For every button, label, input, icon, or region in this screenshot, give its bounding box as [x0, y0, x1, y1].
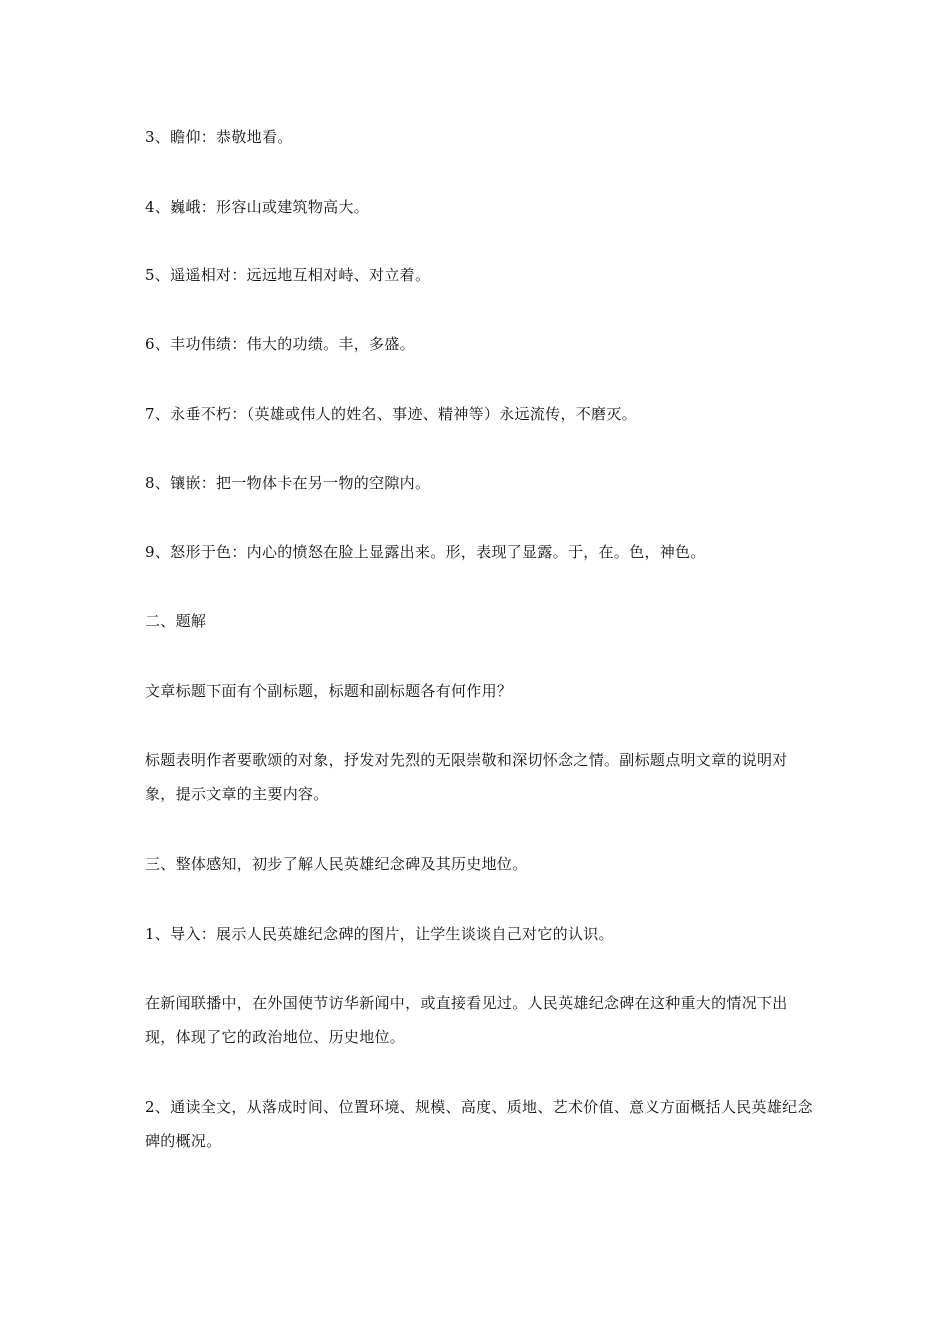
question-text: 文章标题下面有个副标题，标题和副标题各有何作用？ [145, 682, 513, 700]
vocab-item-5: 5、遥遥相对：远远地互相对峙、对立着。 [145, 266, 431, 284]
section-heading-title-analysis: 二、题解 [145, 612, 207, 630]
section-heading-overall: 三、整体感知，初步了解人民英雄纪念碑及其历史地位。 [145, 855, 528, 873]
step-2-text: 2、通读全文，从落成时间、位置环境、规模、高度、质地、艺术价值、意义方面概括人民英雄纪念碑的概况。 [145, 1098, 813, 1150]
vocab-item-3: 3、瞻仰：恭敬地看。 [145, 128, 293, 146]
step-1-explanation: 在新闻联播中，在外国使节访华新闻中，或直接看见过。人民英雄纪念碑在这种重大的情况下出现，体现了它的政治地位、历史地位。 [145, 994, 788, 1046]
step-1-text: 1、导入：展示人民英雄纪念碑的图片，让学生谈谈自己对它的认识。 [145, 925, 614, 943]
vocab-item-6: 6、丰功伟绩：伟大的功绩。丰，多盛。 [145, 335, 415, 353]
vocab-item-7: 7、永垂不朽：（英雄或伟人的姓名、事迹、精神等）永远流传，不磨灭。 [145, 405, 637, 423]
vocab-item-8: 8、镶嵌：把一物体卡在另一物的空隙内。 [145, 474, 431, 492]
vocab-item-4: 4、巍峨：形容山或建筑物高大。 [145, 198, 370, 216]
answer-text: 标题表明作者要歌颂的对象，抒发对先烈的无限崇敬和深切怀念之情。副标题点明文章的说明对象，提示文章的主要内容。 [145, 751, 788, 803]
vocab-item-9: 9、怒形于色：内心的愤怒在脸上显露出来。形，表现了显露。于，在。色，神色。 [145, 543, 706, 561]
